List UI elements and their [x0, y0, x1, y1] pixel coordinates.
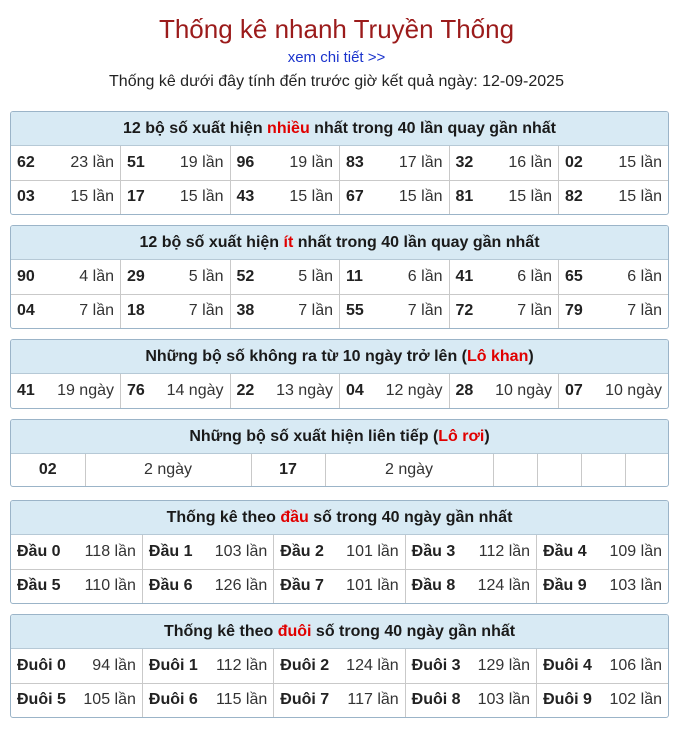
stat-cell	[121, 180, 231, 214]
stat-count: 7 lần	[79, 302, 114, 320]
stat-cell	[11, 374, 121, 408]
stat-count: 7 lần	[188, 302, 224, 320]
stat-label: Đầu 4	[543, 542, 587, 560]
least-frequent-panel	[10, 225, 669, 329]
heading-text: số trong 40 ngày gần nhất	[308, 509, 513, 526]
pair-number: 17	[251, 454, 325, 486]
heading-text: )	[484, 428, 490, 445]
stat-label: Đuôi 9	[543, 691, 592, 709]
head-digit-panel	[10, 500, 669, 604]
stat-cell	[449, 294, 559, 328]
stat-label: 07	[565, 382, 583, 399]
stat-label: 55	[346, 302, 364, 320]
stat-count: 102 lần	[609, 691, 662, 709]
stat-label: 41	[17, 382, 35, 399]
stats-table	[11, 649, 668, 717]
stat-cell	[142, 535, 273, 569]
stat-count: 105 lần	[83, 691, 136, 709]
stat-cell	[559, 180, 669, 214]
heading-highlight: ít	[283, 234, 294, 251]
stat-cell	[142, 569, 273, 603]
stat-count: 15 lần	[508, 188, 552, 206]
stat-count: 7 lần	[627, 302, 662, 320]
stat-cell	[537, 535, 668, 569]
page-title: Thống kê nhanh Truyền Thống	[158, 14, 515, 44]
stat-count: 129 lần	[477, 656, 531, 674]
stat-cell	[274, 535, 405, 569]
stat-label: 02	[565, 153, 583, 171]
stat-cell	[230, 294, 340, 328]
stat-label: Đuôi 2	[280, 656, 330, 674]
stat-count: 12 ngày	[385, 382, 443, 399]
stat-label: Đầu 7	[280, 577, 324, 595]
stat-label: 83	[346, 153, 364, 171]
stat-count: 14 ngày	[166, 382, 224, 399]
stat-label: 82	[565, 188, 583, 206]
stat-count: 6 lần	[627, 267, 662, 285]
stat-count: 94 lần	[92, 656, 136, 674]
heading-highlight: Lô khan	[467, 348, 529, 365]
stats-table	[11, 454, 669, 486]
stat-label: 52	[236, 267, 255, 285]
heading-text: Những bộ số xuất hiện liên tiếp (	[189, 428, 439, 445]
stat-label: Đuôi 7	[280, 691, 330, 709]
stat-cell	[11, 649, 142, 683]
detail-link[interactable]: xem chi tiết >>	[287, 49, 386, 66]
stat-count: 7 lần	[517, 302, 552, 320]
panel-heading	[11, 420, 668, 454]
stat-cell	[449, 146, 559, 180]
stat-count: 117 lần	[347, 691, 399, 709]
stat-count: 101 lần	[346, 542, 399, 560]
stat-label: 67	[346, 188, 364, 206]
heading-highlight: nhiều	[267, 120, 310, 137]
stat-count: 19 ngày	[57, 382, 114, 399]
stat-label: Đầu 0	[17, 542, 61, 560]
stat-label: 43	[236, 188, 255, 206]
stats-table	[11, 535, 668, 603]
stat-label: 17	[127, 188, 145, 206]
stat-label: Đầu 9	[543, 577, 587, 595]
heading-text: Thống kê theo	[163, 623, 278, 640]
stat-cell	[142, 683, 273, 717]
stat-count: 17 lần	[398, 153, 443, 171]
stat-cell	[405, 535, 536, 569]
stat-label: 72	[455, 302, 474, 320]
stat-cell	[559, 294, 669, 328]
stat-count: 13 ngày	[276, 382, 333, 399]
stat-cell	[121, 260, 231, 294]
table-row	[11, 454, 669, 486]
table-row	[11, 294, 668, 328]
heading-text: 12 bộ số xuất hiện	[139, 234, 284, 251]
stat-label: 62	[17, 153, 35, 171]
stat-label: Đầu 5	[17, 577, 61, 595]
stat-label: 29	[127, 267, 145, 285]
stat-cell	[11, 535, 142, 569]
stat-cell	[537, 649, 668, 683]
stat-label: Đuôi 1	[148, 656, 198, 674]
stat-count: 15 lần	[179, 188, 224, 206]
stats-table	[11, 260, 668, 328]
stat-count: 15 lần	[70, 188, 114, 206]
stat-count: 7 lần	[407, 302, 443, 320]
stat-label: Đầu 8	[411, 577, 456, 595]
stat-count: 23 lần	[70, 153, 114, 171]
stat-cell	[274, 569, 405, 603]
stat-count: 115 lần	[215, 691, 268, 709]
stat-label: Đuôi 0	[17, 656, 66, 674]
stat-label: Đuôi 5	[17, 691, 66, 709]
stat-cell	[121, 146, 231, 180]
stat-cell	[274, 649, 405, 683]
heading-text: Những bộ số không ra từ 10 ngày trở lên (	[145, 348, 467, 365]
stat-cell	[340, 146, 450, 180]
stat-cell	[142, 649, 273, 683]
page-subtitle: Thống kê dưới đây tính đến trước giờ kết quả ngày: 12-09-2025	[109, 73, 564, 90]
stat-count: 126 lần	[214, 577, 268, 595]
heading-text: Thống kê theo	[166, 509, 281, 526]
stat-count: 103 lần	[477, 691, 531, 709]
stat-count: 10 ngày	[495, 382, 552, 399]
heading-highlight: Lô rơi	[438, 428, 485, 445]
stat-label: 32	[455, 153, 474, 171]
stat-label: 76	[127, 382, 145, 399]
stat-label: 28	[455, 382, 474, 399]
stat-cell	[340, 180, 450, 214]
stat-count: 19 lần	[289, 153, 333, 171]
stat-count: 19 lần	[179, 153, 224, 171]
stat-count: 5 lần	[298, 267, 333, 285]
table-row	[11, 569, 668, 603]
heading-text: nhất trong 40 lần quay gần nhất	[293, 234, 540, 251]
stat-label: Đuôi 3	[411, 656, 461, 674]
stat-label: 11	[346, 267, 363, 285]
table-row	[11, 374, 668, 408]
stat-label: 22	[236, 382, 255, 399]
stat-cell	[230, 260, 340, 294]
stat-label: Đầu 3	[411, 542, 456, 560]
heading-text: nhất trong 40 lần quay gần nhất	[309, 120, 556, 137]
stat-cell	[230, 146, 340, 180]
stat-cell	[449, 180, 559, 214]
heading-highlight: đuôi	[277, 623, 312, 640]
stats-table	[11, 146, 668, 214]
table-row	[11, 146, 668, 180]
stat-count: 112 lần	[478, 542, 531, 560]
lo-roi-panel	[10, 419, 669, 487]
stat-count: 7 lần	[298, 302, 333, 320]
table-row	[11, 260, 668, 294]
stat-count: 5 lần	[188, 267, 224, 285]
stat-label: 03	[17, 188, 35, 206]
stat-cell	[405, 649, 536, 683]
heading-text: 12 bộ số xuất hiện	[123, 120, 268, 137]
stat-count: 10 ngày	[605, 382, 662, 399]
most-frequent-panel	[10, 111, 669, 215]
stat-count: 6 lần	[407, 267, 443, 285]
stat-label: 96	[236, 153, 255, 171]
table-row	[11, 683, 668, 717]
empty-cell	[625, 454, 669, 486]
stat-count: 106 lần	[609, 656, 662, 674]
stat-label: 51	[127, 153, 145, 171]
stats-table	[11, 374, 668, 408]
empty-cell	[537, 454, 581, 486]
panel-heading	[11, 226, 668, 260]
stat-count: 118 lần	[84, 542, 136, 560]
stat-cell	[121, 294, 231, 328]
stat-label: 81	[455, 188, 474, 206]
stat-count: 109 lần	[609, 542, 662, 560]
stat-cell	[449, 260, 559, 294]
empty-cell	[581, 454, 625, 486]
tail-digit-panel	[10, 614, 669, 718]
stat-cell	[559, 374, 669, 408]
stat-cell	[559, 260, 669, 294]
heading-highlight: đầu	[280, 509, 309, 526]
empty-cell	[493, 454, 537, 486]
stat-count: 6 lần	[517, 267, 552, 285]
stat-cell	[559, 146, 669, 180]
panel-heading	[11, 501, 668, 535]
pair-count: 2 ngày	[85, 454, 251, 486]
table-row	[11, 535, 668, 569]
stat-cell	[11, 180, 121, 214]
stat-cell	[274, 683, 405, 717]
stat-cell	[230, 180, 340, 214]
stat-label: Đầu 6	[148, 577, 193, 595]
stat-cell	[11, 146, 121, 180]
stat-count: 15 lần	[289, 188, 333, 206]
stat-cell	[230, 374, 340, 408]
stat-count: 15 lần	[398, 188, 443, 206]
stat-label: 41	[455, 267, 474, 285]
stat-label: 04	[17, 302, 35, 320]
stat-label: 18	[127, 302, 145, 320]
stat-count: 15 lần	[618, 188, 662, 206]
panel-heading	[11, 615, 668, 649]
stat-cell	[340, 260, 450, 294]
stat-cell	[537, 683, 668, 717]
stat-label: 65	[565, 267, 583, 285]
stat-count: 110 lần	[84, 577, 136, 595]
stat-count: 103 lần	[609, 577, 662, 595]
stat-label: Đuôi 8	[411, 691, 461, 709]
stat-label: Đuôi 6	[148, 691, 198, 709]
stat-cell	[121, 374, 231, 408]
stat-label: 38	[236, 302, 255, 320]
stat-label: 90	[17, 267, 35, 285]
stat-count: 101 lần	[346, 577, 399, 595]
stat-label: 04	[346, 382, 364, 399]
lo-khan-panel	[10, 339, 669, 409]
stat-cell	[11, 260, 121, 294]
stat-label: 79	[565, 302, 583, 320]
pair-count: 2 ngày	[325, 454, 493, 486]
stat-cell	[340, 374, 450, 408]
stat-cell	[537, 569, 668, 603]
stat-label: Đuôi 4	[543, 656, 592, 674]
stat-label: Đầu 2	[280, 542, 324, 560]
stat-count: 16 lần	[508, 153, 552, 171]
stat-count: 15 lần	[618, 153, 662, 171]
stat-count: 4 lần	[79, 267, 114, 285]
table-row	[11, 649, 668, 683]
stat-cell	[405, 683, 536, 717]
stat-cell	[449, 374, 559, 408]
panel-heading	[11, 112, 668, 146]
table-row	[11, 180, 668, 214]
stat-count: 103 lần	[214, 542, 268, 560]
stat-cell	[11, 569, 142, 603]
stat-count: 112 lần	[215, 656, 268, 674]
stat-label: Đầu 1	[148, 542, 193, 560]
stat-cell	[11, 294, 121, 328]
pair-number: 02	[11, 454, 85, 486]
stat-cell	[405, 569, 536, 603]
panel-heading	[11, 340, 668, 374]
stat-count: 124 lần	[477, 577, 531, 595]
stat-count: 124 lần	[346, 656, 399, 674]
stat-cell	[11, 683, 142, 717]
heading-text: số trong 40 ngày gần nhất	[311, 623, 516, 640]
stat-cell	[340, 294, 450, 328]
heading-text: )	[528, 348, 534, 365]
